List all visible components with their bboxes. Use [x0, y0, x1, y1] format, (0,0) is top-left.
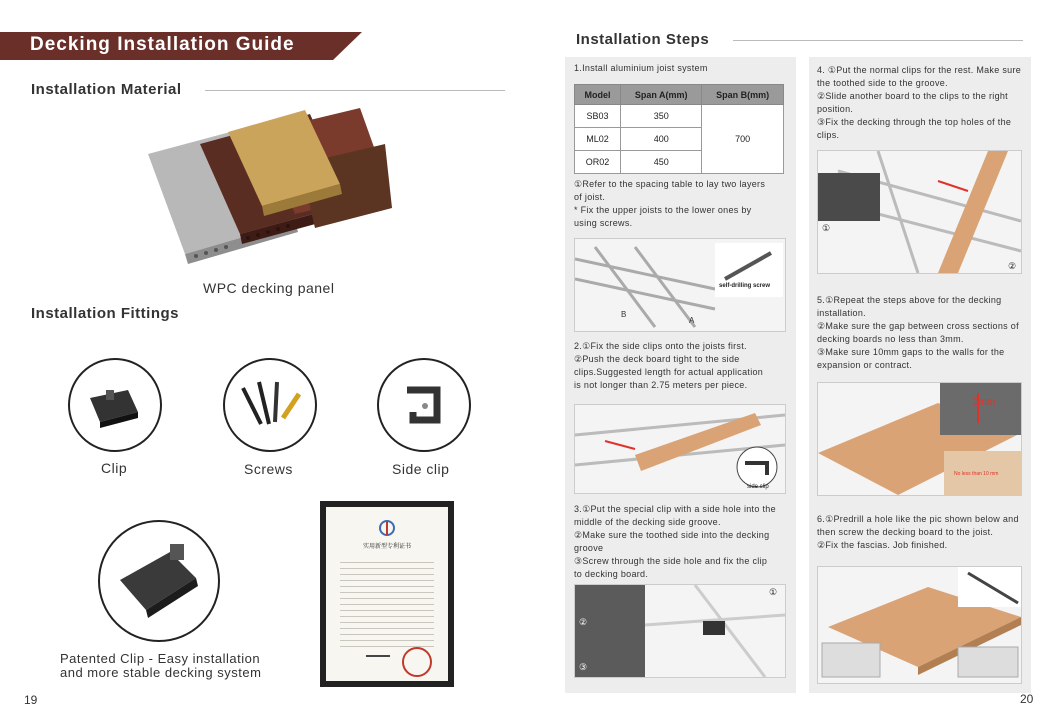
joist-system-image [574, 238, 786, 332]
step-line: clips. [817, 130, 840, 140]
step-line: * Fix the upper joists to the lower ones by [574, 205, 752, 215]
patent-caption-line2: and more stable decking system [60, 665, 262, 680]
step-line: ②Make sure the toothed side into the decking [574, 530, 770, 540]
certificate-text-lines [340, 557, 434, 647]
step3-mark: ② [579, 617, 588, 627]
table-header: Model [575, 85, 621, 105]
table-header: Span A(mm) [621, 85, 702, 105]
table-cell: OR02 [575, 151, 621, 174]
span-table [574, 84, 784, 174]
step-line: of joist. [574, 192, 606, 202]
dim-b-label: B [621, 310, 627, 319]
divider [205, 90, 505, 91]
table-cell: 350 [621, 105, 702, 128]
step-line: ②Make sure the gap between cross sections of [817, 321, 1019, 331]
gap-3mm-label: 3mm [973, 397, 996, 408]
screws-icon [223, 358, 317, 452]
step-line: ②Push the deck board tight to the side [574, 354, 740, 364]
step-line: position. [817, 104, 854, 114]
step-line: ②Slide another board to the clips to the right [817, 91, 1008, 101]
step3-mark: ③ [579, 662, 588, 672]
page-number-left: 19 [24, 693, 38, 707]
step-line: ①Refer to the spacing table to lay two layers [574, 179, 766, 189]
step5-text [817, 294, 1023, 372]
panel-caption: WPC decking panel [203, 280, 335, 296]
patent-logo-icon [376, 519, 398, 537]
screws-caption: Screws [244, 461, 293, 477]
step-line: groove [574, 543, 604, 553]
step-line: is not longer than 2.75 meters per piece. [574, 380, 748, 390]
special-clip-image [574, 584, 786, 678]
step-line: to decking board. [574, 569, 649, 579]
page-title: Decking Installation Guide [30, 34, 295, 55]
wpc-decking-panel-image [140, 104, 400, 264]
step-line: ③Fix the decking through the top holes of the [817, 117, 1012, 127]
step-line: 5.①Repeat the steps above for the decking [817, 295, 1002, 305]
step6-text [817, 513, 1023, 552]
patent-caption-line1: Patented Clip - Easy installation [60, 651, 261, 666]
step-line: ③Make sure 10mm gaps to the walls for the [817, 347, 1005, 357]
gap-10mm-label: No less than 10 mm [954, 471, 999, 477]
step-line: installation. [817, 308, 866, 318]
table-header: Span B(mm) [702, 85, 784, 105]
table-cell: ML02 [575, 128, 621, 151]
certificate-title: 实用新型专利证书 [362, 543, 411, 550]
step-line: decking boards no less than 3mm. [817, 334, 964, 344]
step-line: 2.①Fix the side clips onto the joists first. [574, 341, 747, 351]
step-line: 6.①Predrill a hole like the pic shown below and [817, 514, 1019, 524]
divider [733, 40, 1023, 41]
patent-certificate [320, 501, 454, 687]
step1-title: 1.Install aluminium joist system [574, 63, 708, 73]
step-line: expansion or contract. [817, 360, 913, 370]
patented-clip-icon [98, 520, 220, 642]
predrill-fascia-image [817, 566, 1022, 684]
dim-a-label: A [689, 316, 695, 325]
side-clip-icon [377, 358, 471, 452]
installation-fittings-heading: Installation Fittings [31, 305, 179, 322]
gap-spacing-image [817, 382, 1022, 496]
side-clip-label: side clip [747, 484, 769, 490]
step-line: ②Fix the fascias. Job finished. [817, 540, 948, 550]
normal-clip-image [817, 150, 1022, 274]
step-line: 4. ①Put the normal clips for the rest. Make sure [817, 65, 1022, 75]
clip-caption: Clip [101, 460, 128, 476]
step3-text [574, 503, 788, 581]
installation-material-heading: Installation Material [31, 81, 182, 98]
side-clip-caption: Side clip [392, 461, 450, 477]
table-cell: SB03 [575, 105, 621, 128]
page-number-right: 20 [1020, 692, 1034, 706]
clip-icon [68, 358, 162, 452]
step4-mark: ① [822, 223, 831, 233]
step2-text [574, 340, 788, 392]
certificate-seal [402, 647, 432, 677]
step-line: ③Screw through the side hole and fix the clip [574, 556, 768, 566]
step4-text [817, 64, 1023, 142]
table-cell: 450 [621, 151, 702, 174]
step-line: using screws. [574, 218, 633, 228]
step-line: clips.Suggested length for actual application [574, 367, 764, 377]
step-line: middle of the decking side groove. [574, 517, 721, 527]
screw-label: self-drilling screw [719, 283, 771, 289]
side-clip-install-image [574, 404, 786, 494]
step-line: the toothed side to the groove. [817, 78, 948, 88]
step4-mark: ② [1008, 261, 1017, 271]
step-line: 3.①Put the special clip with a side hole into the [574, 504, 776, 514]
step3-mark: ① [769, 587, 778, 597]
step1-notes [574, 178, 788, 230]
step-line: then screw the decking board to the joist. [817, 527, 994, 537]
certificate-signature [366, 655, 390, 657]
table-cell: 700 [702, 105, 784, 174]
table-cell: 400 [621, 128, 702, 151]
installation-steps-heading: Installation Steps [576, 31, 710, 48]
